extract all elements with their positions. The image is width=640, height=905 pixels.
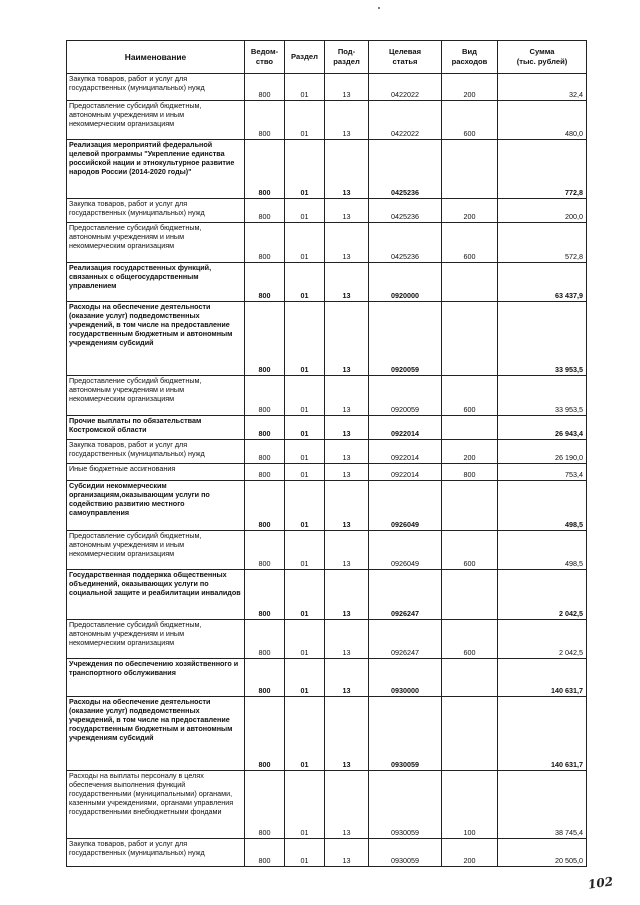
cell-target: 0920000: [369, 263, 442, 302]
cell-target: 0922014: [369, 416, 442, 440]
cell-subsection: 13: [325, 223, 369, 263]
cell-target: 0926247: [369, 570, 442, 620]
cell-name: Закупка товаров, работ и услуг для государственных (муниципальных) нужд: [67, 74, 245, 101]
cell-name: Субсидии некоммерческим организациям,оказывающим услуги по содействию развитию местного самоуправления: [67, 481, 245, 531]
cell-subsection: 13: [325, 199, 369, 223]
cell-type: 600: [442, 620, 498, 659]
table-row: [67, 440, 587, 464]
cell-dept: 800: [245, 697, 285, 771]
cell-target: 0930059: [369, 771, 442, 839]
cell-target: 0425236: [369, 199, 442, 223]
cell-name: Учреждения по обеспечению хозяйственного и транспортного обслуживания: [67, 659, 245, 697]
cell-section: 01: [285, 140, 325, 199]
cell-sum: 2 042,5: [498, 620, 587, 659]
column-header-subsection: Под- раздел: [325, 41, 369, 74]
cell-dept: 800: [245, 839, 285, 867]
cell-dept: 800: [245, 464, 285, 481]
cell-name: Иные бюджетные ассигнования: [67, 464, 245, 481]
cell-target: 0920059: [369, 376, 442, 416]
cell-type: [442, 659, 498, 697]
column-header-type: Вид расходов: [442, 41, 498, 74]
cell-dept: 800: [245, 659, 285, 697]
cell-subsection: 13: [325, 263, 369, 302]
cell-dept: 800: [245, 223, 285, 263]
column-header-target: Целевая статья: [369, 41, 442, 74]
cell-target: 0422022: [369, 101, 442, 140]
cell-sum: 2 042,5: [498, 570, 587, 620]
table-row: [67, 659, 587, 697]
cell-target: 0926049: [369, 481, 442, 531]
cell-section: 01: [285, 620, 325, 659]
cell-dept: 800: [245, 376, 285, 416]
cell-sum: 26 943,4: [498, 416, 587, 440]
table-row: [67, 263, 587, 302]
cell-sum: 498,5: [498, 481, 587, 531]
cell-dept: 800: [245, 140, 285, 199]
cell-name: Предоставление субсидий бюджетным, автономным учреждениям и иным некоммерческим организациям: [67, 531, 245, 570]
cell-sum: 753,4: [498, 464, 587, 481]
cell-target: 0922014: [369, 440, 442, 464]
cell-name: Предоставление субсидий бюджетным, автономным учреждениям и иным некоммерческим организациям: [67, 620, 245, 659]
cell-sum: 32,4: [498, 74, 587, 101]
cell-section: 01: [285, 771, 325, 839]
column-header-dept: Ведом- ство: [245, 41, 285, 74]
cell-type: 600: [442, 223, 498, 263]
cell-section: 01: [285, 199, 325, 223]
cell-sum: 38 745,4: [498, 771, 587, 839]
table-row: [67, 697, 587, 771]
cell-dept: 800: [245, 531, 285, 570]
table-row: [67, 199, 587, 223]
cell-subsection: 13: [325, 101, 369, 140]
column-header-section: Раздел: [285, 41, 325, 74]
cell-dept: 800: [245, 620, 285, 659]
column-header-name: Наименование: [67, 41, 245, 74]
cell-subsection: 13: [325, 302, 369, 376]
cell-name: Предоставление субсидий бюджетным, автономным учреждениям и иным некоммерческим организациям: [67, 223, 245, 263]
cell-type: [442, 697, 498, 771]
cell-sum: 572,8: [498, 223, 587, 263]
cell-subsection: 13: [325, 481, 369, 531]
cell-dept: 800: [245, 570, 285, 620]
cell-dept: 800: [245, 481, 285, 531]
cell-name: Расходы на выплаты персоналу в целях обеспечения выполнения функций государственными (муниципальными) органами, казенными учреждениями, органами управления государственными внебюджетными фондами: [67, 771, 245, 839]
cell-section: 01: [285, 223, 325, 263]
cell-type: [442, 140, 498, 199]
cell-subsection: 13: [325, 570, 369, 620]
table-row: [67, 570, 587, 620]
cell-name: Государственная поддержка общественных объединений, оказывающих услуги по социальной защите и реабилитации инвалидов: [67, 570, 245, 620]
cell-section: 01: [285, 101, 325, 140]
cell-type: 200: [442, 440, 498, 464]
cell-section: 01: [285, 416, 325, 440]
cell-target: 0920059: [369, 302, 442, 376]
cell-subsection: 13: [325, 531, 369, 570]
cell-type: 100: [442, 771, 498, 839]
table-row: [67, 302, 587, 376]
cell-section: 01: [285, 697, 325, 771]
table-header-row: [67, 41, 587, 74]
page-number: 102: [587, 874, 614, 892]
table-row: [67, 376, 587, 416]
cell-name: Расходы на обеспечение деятельности (оказание услуг) подведомственных учреждений, в том числе на предоставление государственным бюджетным и автономным учреждениям субсидий: [67, 302, 245, 376]
cell-section: 01: [285, 659, 325, 697]
cell-type: [442, 263, 498, 302]
cell-section: 01: [285, 570, 325, 620]
cell-sum: 33 953,5: [498, 302, 587, 376]
cell-sum: 772,8: [498, 140, 587, 199]
table-row: [67, 771, 587, 839]
cell-section: 01: [285, 464, 325, 481]
budget-table: [66, 40, 587, 867]
cell-type: [442, 416, 498, 440]
cell-type: 800: [442, 464, 498, 481]
cell-type: [442, 570, 498, 620]
cell-target: 0922014: [369, 464, 442, 481]
cell-dept: 800: [245, 74, 285, 101]
table-row: [67, 101, 587, 140]
cell-subsection: 13: [325, 440, 369, 464]
cell-subsection: 13: [325, 376, 369, 416]
cell-subsection: 13: [325, 620, 369, 659]
cell-name: Реализация мероприятий федеральной целевой программы "Укрепление единства российской нации и этнокультурное развитие народов России (2014-2020 годы)": [67, 140, 245, 199]
cell-sum: 140 631,7: [498, 659, 587, 697]
cell-target: 0926247: [369, 620, 442, 659]
cell-target: 0930000: [369, 659, 442, 697]
cell-section: 01: [285, 376, 325, 416]
cell-type: [442, 302, 498, 376]
cell-sum: 33 953,5: [498, 376, 587, 416]
cell-name: Прочие выплаты по обязательствам Костромской области: [67, 416, 245, 440]
table-row: [67, 620, 587, 659]
table-row: [67, 140, 587, 199]
cell-name: Предоставление субсидий бюджетным, автономным учреждениям и иным некоммерческим организациям: [67, 376, 245, 416]
cell-type: 600: [442, 531, 498, 570]
cell-subsection: 13: [325, 140, 369, 199]
cell-subsection: 13: [325, 659, 369, 697]
cell-sum: 63 437,9: [498, 263, 587, 302]
cell-section: 01: [285, 263, 325, 302]
cell-name: Реализация государственных функций, связанных с общегосударственным управлением: [67, 263, 245, 302]
table-row: [67, 839, 587, 867]
cell-dept: 800: [245, 771, 285, 839]
cell-type: 200: [442, 839, 498, 867]
cell-subsection: 13: [325, 771, 369, 839]
cell-subsection: 13: [325, 464, 369, 481]
cell-name: Закупка товаров, работ и услуг для государственных (муниципальных) нужд: [67, 440, 245, 464]
cell-sum: 200,0: [498, 199, 587, 223]
cell-section: 01: [285, 74, 325, 101]
table-row: [67, 416, 587, 440]
cell-section: 01: [285, 481, 325, 531]
cell-sum: 140 631,7: [498, 697, 587, 771]
cell-target: 0926049: [369, 531, 442, 570]
cell-sum: 20 505,0: [498, 839, 587, 867]
column-header-sum: Сумма (тыс. рублей): [498, 41, 587, 74]
cell-sum: 26 190,0: [498, 440, 587, 464]
cell-type: 600: [442, 101, 498, 140]
cell-dept: 800: [245, 440, 285, 464]
cell-name: Предоставление субсидий бюджетным, автономным учреждениям и иным некоммерческим организациям: [67, 101, 245, 140]
cell-dept: 800: [245, 302, 285, 376]
cell-target: 0425236: [369, 223, 442, 263]
cell-dept: 800: [245, 199, 285, 223]
cell-type: 200: [442, 199, 498, 223]
table-row: [67, 531, 587, 570]
cell-target: 0930059: [369, 697, 442, 771]
cell-subsection: 13: [325, 697, 369, 771]
cell-type: [442, 481, 498, 531]
cell-dept: 800: [245, 263, 285, 302]
cell-section: 01: [285, 302, 325, 376]
cell-type: 200: [442, 74, 498, 101]
cell-name: Расходы на обеспечение деятельности (оказание услуг) подведомственных учреждений, в том числе на предоставление государственным бюджетным и автономным учреждениям субсидий: [67, 697, 245, 771]
scan-speck: [378, 7, 380, 9]
cell-subsection: 13: [325, 74, 369, 101]
cell-subsection: 13: [325, 839, 369, 867]
cell-target: 0930059: [369, 839, 442, 867]
cell-name: Закупка товаров, работ и услуг для государственных (муниципальных) нужд: [67, 839, 245, 867]
cell-target: 0422022: [369, 74, 442, 101]
cell-dept: 800: [245, 101, 285, 140]
table-row: [67, 223, 587, 263]
cell-dept: 800: [245, 416, 285, 440]
table-row: [67, 481, 587, 531]
cell-sum: 480,0: [498, 101, 587, 140]
table-row: [67, 464, 587, 481]
cell-section: 01: [285, 839, 325, 867]
cell-target: 0425236: [369, 140, 442, 199]
cell-section: 01: [285, 531, 325, 570]
cell-sum: 498,5: [498, 531, 587, 570]
table-row: [67, 74, 587, 101]
cell-subsection: 13: [325, 416, 369, 440]
cell-name: Закупка товаров, работ и услуг для государственных (муниципальных) нужд: [67, 199, 245, 223]
cell-type: 600: [442, 376, 498, 416]
cell-section: 01: [285, 440, 325, 464]
